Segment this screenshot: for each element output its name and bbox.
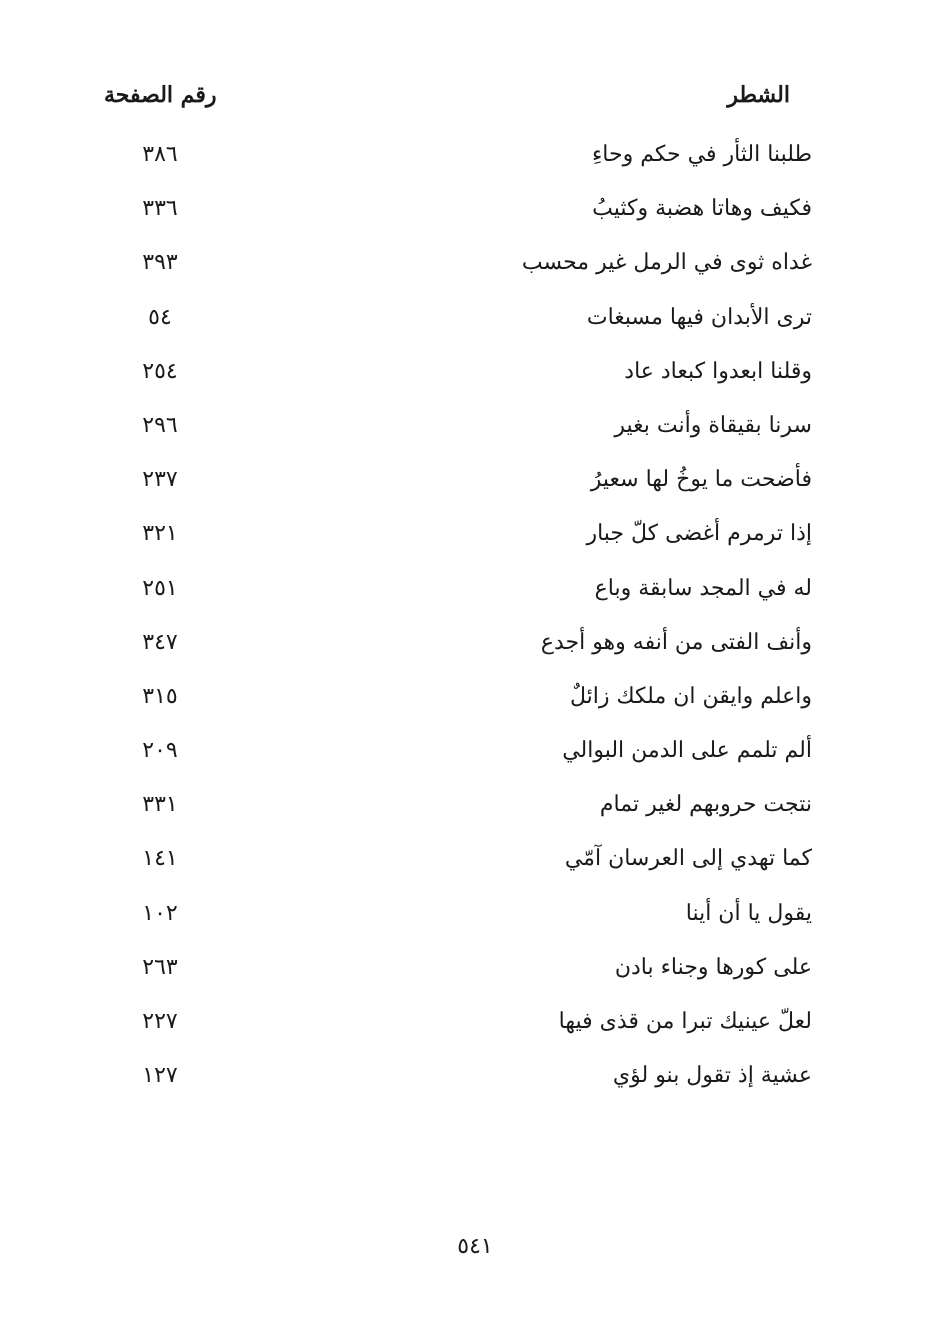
- page-number: ٢٥٤: [142, 358, 178, 384]
- verse-text: غداه ثوى في الرمل غير محسب: [521, 250, 812, 276]
- table-row: [90, 405, 812, 459]
- verse-text: إذا ترمرم أغضى كلّ جبار: [586, 521, 812, 547]
- verse-text: فكيف وهاتا هضبة وكثيبُ: [592, 196, 812, 222]
- verse-text: سرنا بقيقاة وأنت بغير: [614, 412, 812, 438]
- table-row: [90, 676, 812, 730]
- page-number: ٣١٥: [142, 683, 178, 709]
- page-number: ٣٨٦: [142, 142, 178, 167]
- verse-text: يقول يا أن أينا: [685, 900, 812, 926]
- page-number: ٥٤: [148, 304, 172, 330]
- page-number: ٣٩٣: [142, 250, 178, 276]
- verse-text: فأضحت ما يوخُ لها سعيرُ: [590, 467, 812, 493]
- verse-index-list: [90, 134, 812, 1109]
- page-number-column-header: رقم الصفحة: [104, 82, 217, 108]
- table-header: [90, 82, 810, 122]
- page-number: ٢٢٧: [142, 1009, 178, 1034]
- verse-text: لعلّ عينيك تبرا من قذى فيها: [558, 1009, 812, 1034]
- verse-text: كما تهدي إلى العرسان آمّي: [564, 846, 812, 872]
- table-row: [90, 459, 812, 513]
- verse-text: وأنف الفتى من أنفه وهو أجدع: [540, 629, 812, 655]
- table-row: [90, 947, 812, 1001]
- verse-text: طلبنا الثأر في حكم وحاءِ: [591, 142, 812, 167]
- table-row: [90, 513, 812, 567]
- table-row: [90, 242, 812, 296]
- verse-text: وقلنا ابعدوا كبعاد عاد: [624, 358, 812, 384]
- folio-page-number: ٥٤١: [457, 1234, 493, 1259]
- page-number: ٢٣٧: [142, 467, 178, 493]
- verse-text: واعلم وايقن ان ملكك زائلٌ: [569, 683, 812, 709]
- page-number: ٣٤٧: [142, 629, 178, 655]
- page-number: ١٢٧: [142, 1063, 178, 1089]
- page-number: ٢٠٩: [142, 738, 178, 764]
- table-row: [90, 893, 812, 947]
- table-row: [90, 784, 812, 838]
- table-row: [90, 351, 812, 405]
- table-row: [90, 188, 812, 242]
- verse-text: نتجت حروبهم لغير تمام: [599, 792, 812, 818]
- table-row: [90, 134, 812, 188]
- verse-text: عشية إذ تقول بنو لؤي: [612, 1063, 812, 1089]
- page-number: ١٤١: [142, 846, 178, 872]
- verse-column-header: الشطر: [727, 82, 790, 108]
- page-number: ٢٦٣: [142, 954, 178, 980]
- page-number: ٣٢١: [142, 521, 178, 547]
- verse-text: ألم تلمم على الدمن البوالي: [562, 738, 812, 764]
- page-number: ٣٣٦: [142, 196, 178, 222]
- table-row: [90, 1055, 812, 1109]
- verse-text: له في المجد سابقة وباع: [594, 575, 812, 601]
- table-row: [90, 622, 812, 676]
- page-number: ١٠٢: [142, 900, 178, 926]
- verse-text: على كورها وجناء بادن: [614, 954, 812, 980]
- table-row: [90, 568, 812, 622]
- table-row: [90, 838, 812, 892]
- page-number: ٣٣١: [142, 792, 178, 818]
- page-number: ٢٩٦: [142, 412, 178, 438]
- table-row: [90, 730, 812, 784]
- page-number: ٢٥١: [142, 575, 178, 601]
- verse-text: ترى الأبدان فيها مسبغات: [586, 304, 812, 330]
- table-row: [90, 1001, 812, 1055]
- table-row: [90, 297, 812, 351]
